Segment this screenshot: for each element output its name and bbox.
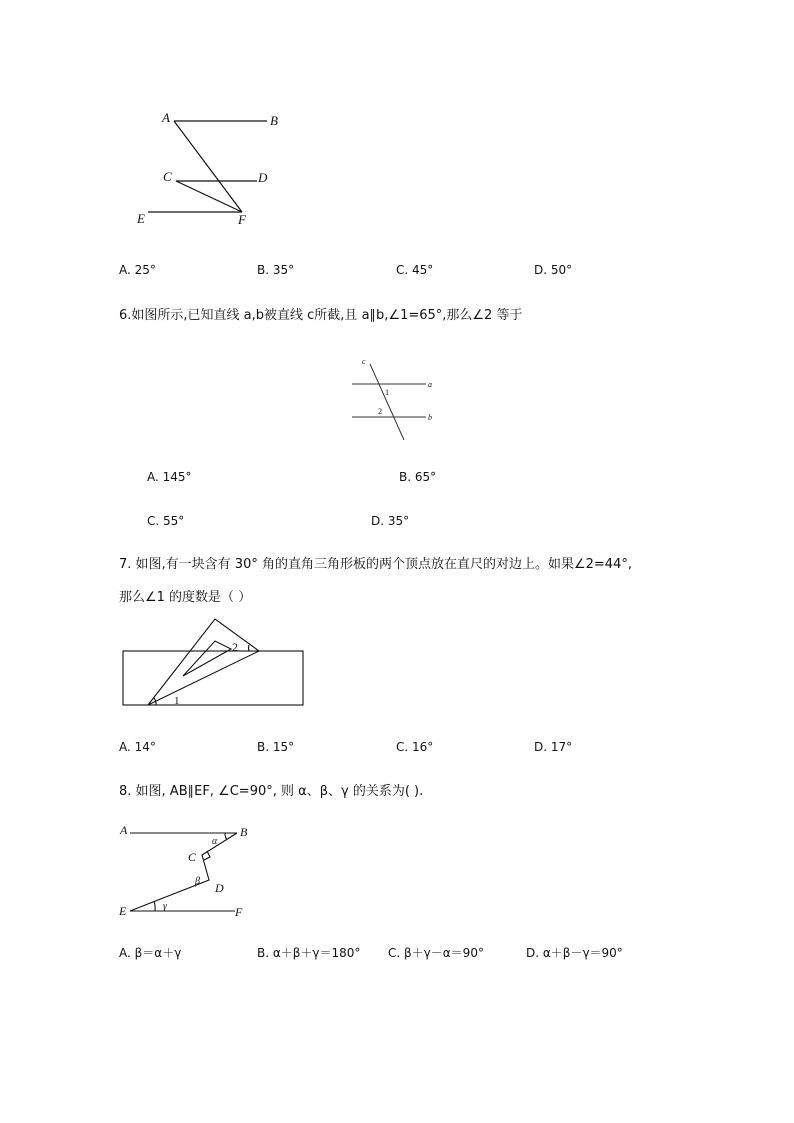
- q8-option-d: D. α＋β－γ＝90°: [526, 946, 623, 960]
- label-f: F: [235, 905, 243, 919]
- q8-stem: 8. 如图, AB∥EF, ∠C=90°, 则 α、β、γ 的关系为( ).: [119, 784, 424, 799]
- set-square-inner: [183, 641, 231, 676]
- beta-label: β: [195, 876, 200, 887]
- angle-2-label: 2: [232, 640, 238, 654]
- line-c: [370, 364, 404, 440]
- label-b: B: [240, 825, 248, 839]
- segment-af: [174, 121, 242, 212]
- angle-1-label: 1: [385, 388, 389, 397]
- label-a: A: [120, 823, 128, 837]
- q5-option-b: B. 35°: [257, 263, 295, 277]
- angle-1-label: 1: [174, 695, 180, 707]
- q5-option-d: D. 50°: [534, 263, 573, 277]
- label-f: F: [238, 212, 246, 227]
- gamma-label: γ: [163, 901, 167, 912]
- gamma-arc: [154, 901, 155, 911]
- q7-option-b: B. 15°: [257, 740, 295, 754]
- label-e: E: [119, 904, 127, 918]
- label-c: C: [163, 169, 172, 184]
- q6-stem: 6.如图所示,已知直线 a,b被直线 c所截,且 a∥b,∠1=65°,那么∠2 等于: [119, 308, 523, 323]
- q6-option-a: A. 145°: [147, 470, 192, 484]
- q7-figure: [118, 614, 308, 710]
- q8-figure: [115, 820, 255, 924]
- label-b: B: [270, 113, 278, 128]
- q7-stem-line2: 那么∠1 的度数是（ ）: [119, 590, 252, 605]
- q7-option-d: D. 17°: [534, 740, 573, 754]
- q6-figure: [342, 352, 442, 444]
- label-a: a: [428, 380, 432, 389]
- set-square-outer: [148, 619, 259, 705]
- q8-option-c: C. β＋γ－α＝90°: [388, 946, 484, 960]
- q6-option-d: D. 35°: [371, 514, 410, 528]
- q5-option-c: C. 45°: [396, 263, 434, 277]
- alpha-arc: [225, 833, 227, 840]
- q5-option-a: A. 25°: [119, 263, 156, 277]
- q7-option-a: A. 14°: [119, 740, 156, 754]
- q6-option-c: C. 55°: [147, 514, 185, 528]
- label-e: E: [137, 211, 145, 226]
- label-a: A: [162, 110, 170, 125]
- label-c: c: [362, 357, 366, 366]
- q7-option-c: C. 16°: [396, 740, 434, 754]
- angle-2-label: 2: [378, 407, 382, 416]
- label-d: D: [215, 881, 224, 895]
- q5-figure: [130, 108, 290, 230]
- segment-cf: [176, 181, 242, 212]
- q6-option-b: B. 65°: [399, 470, 437, 484]
- q8-option-a: A. β＝α＋γ: [119, 946, 182, 960]
- label-c: C: [188, 850, 197, 864]
- path-b-c-d-e: [130, 833, 237, 911]
- label-b: b: [428, 413, 432, 422]
- label-d: D: [258, 170, 268, 185]
- q8-option-b: B. α＋β＋γ＝180°: [257, 946, 361, 960]
- q7-stem-line1: 7. 如图,有一块含有 30° 角的直角三角形板的两个顶点放在直尺的对边上。如果∠2=44°,: [119, 557, 632, 572]
- alpha-label: α: [212, 836, 218, 847]
